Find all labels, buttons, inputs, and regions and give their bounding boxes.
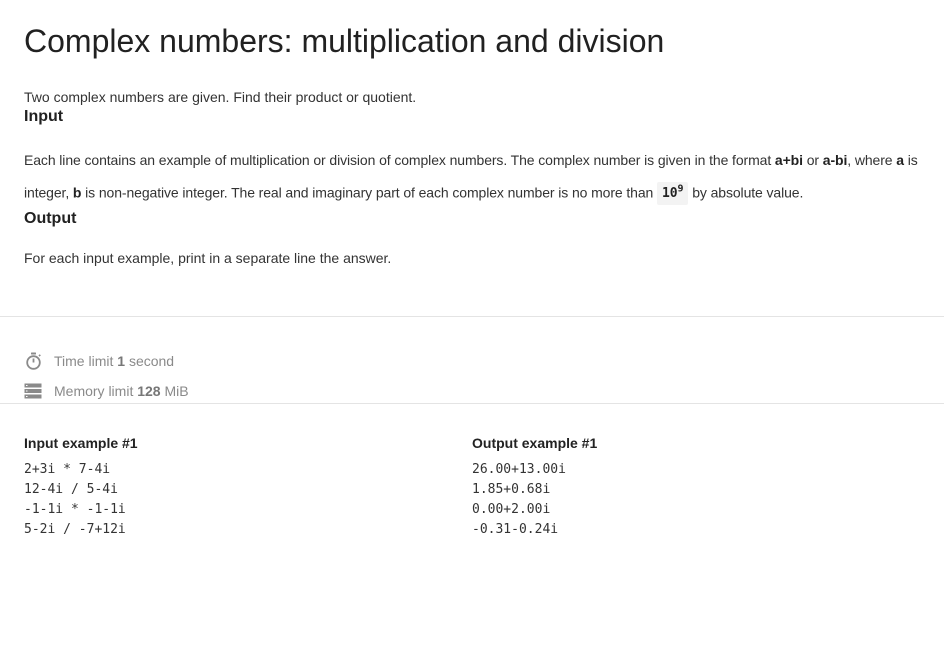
- examples-panel: [0, 404, 944, 540]
- input-text-6: by absolute value.: [688, 184, 804, 201]
- input-text-4: is integer,: [24, 152, 918, 201]
- memory-limit-label: Memory limit: [54, 383, 134, 400]
- input-example-line: -1-1i * -1-1i: [24, 502, 126, 518]
- limits-panel: [0, 317, 944, 403]
- input-text-1: Each line contains an example of multiplication or division of complex numbers. The complex number is given in the format: [24, 152, 775, 168]
- page-title: Complex numbers: multiplication and division: [24, 23, 665, 59]
- problem-statement: [0, 0, 944, 268]
- output-example-line: 1.85+0.68i: [472, 482, 551, 498]
- stopwatch-icon: [24, 352, 42, 370]
- time-limit-value: 1: [117, 353, 126, 370]
- problem-legend: Two complex numbers are given. Find their product or quotient.: [24, 89, 417, 105]
- var-a: a: [896, 152, 904, 168]
- output-example-line: -0.31-0.24i: [472, 522, 559, 538]
- memory-limit: [24, 381, 920, 401]
- output-example: [472, 434, 920, 540]
- input-text-3: , where: [847, 152, 897, 168]
- input-text-5: is non-negative integer. The real and imaginary part of each complex number is no more than: [81, 184, 658, 201]
- memory-limit-unit: MiB: [164, 383, 189, 400]
- memory-icon: [24, 382, 42, 400]
- time-limit: [24, 351, 920, 371]
- input-text-2: or: [802, 152, 823, 168]
- output-example-line: 0.00+2.00i: [472, 502, 551, 518]
- input-example-heading: Input example #1: [24, 435, 138, 452]
- output-example-line: 26.00+13.00i: [472, 462, 566, 478]
- memory-limit-value: 128: [137, 383, 161, 400]
- input-heading: Input: [24, 108, 64, 125]
- output-example-code[interactable]: [472, 460, 920, 540]
- limit-code-exp: 9: [677, 184, 684, 195]
- var-b: b: [72, 184, 82, 201]
- input-example-code[interactable]: [24, 460, 472, 540]
- format-minus: a-bi: [822, 152, 848, 168]
- input-example-line: 2+3i * 7-4i: [24, 462, 111, 478]
- input-example-line: 12-4i / 5-4i: [24, 482, 118, 498]
- output-description: For each input example, print in a separate line the answer.: [24, 250, 392, 267]
- time-limit-unit: second: [128, 353, 175, 370]
- input-example: [24, 434, 472, 540]
- limit-code-base: 10: [662, 186, 678, 202]
- input-description: [24, 145, 920, 209]
- input-example-line: 5-2i / -7+12i: [24, 522, 126, 538]
- output-example-heading: Output example #1: [472, 435, 598, 452]
- time-limit-label: Time limit: [54, 353, 114, 370]
- limit-code: [657, 182, 688, 205]
- format-plus: a+bi: [774, 152, 803, 168]
- output-heading: Output: [24, 210, 77, 228]
